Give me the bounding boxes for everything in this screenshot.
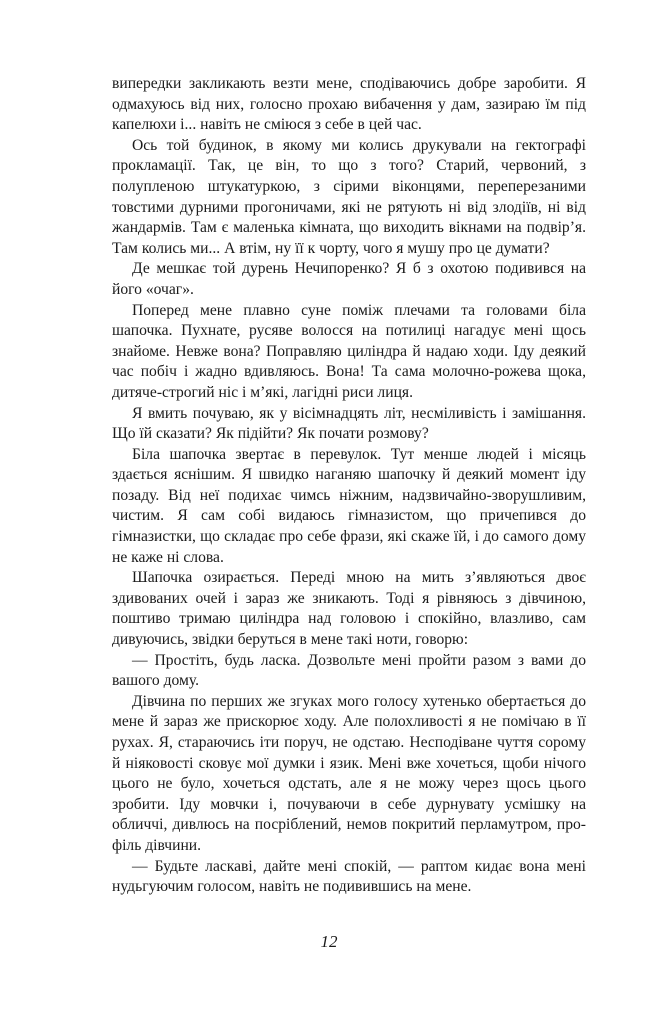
paragraph-3: Де мешкає той дурень Нечипоренко? Я б з охотою подивився на його «очаг». <box>112 260 586 298</box>
paragraph-7: Шапочка озирається. Переді мною на мить з’являються двоє здивованих очей і зараз же зникають. Тоді я рівняюсь з дівчиною, поштиво тримаю циліндра над головою і спокійно, влазливо, сам дивуючись, звідки беруться в мене такі ноти, говорю: <box>112 569 586 649</box>
paragraph-6: Біла шапочка звертає в перевулок. Тут менше людей і місяць здається яснішим. Я швидко наганяю шапочку й деякий момент іду позаду. Від неї подихає чимсь ніжним, надзвичайно-зворушливим, чистим. Я сам собі видаюсь гімназистом, що причепився до гімназистки, що складає про себе фрази, які скаже їй, і до самого дому не каже ні слова. <box>112 445 586 566</box>
paragraph-2: Ось той будинок, в якому ми колись друкували на гектографі прокламації. Так, це він, то що з того? Старий, червоний, з полупленою штукатуркою, з сірими віконцями, переперезаними товстими дурними прогоничами, які не рятують ні від злодіїв, ні від жандармів. Там є маленька кімната, що виходить вікнами на подвір’я. Там колись ми... А втім, ну її к чорту, чого я мушу про це думати? <box>112 136 586 257</box>
paragraph-9: Дівчина по перших же згуках мого голосу хутенько обертається до мене й зараз же прискорює ходу. Але полохливості я не помічаю в її рухах. Я, стараючись іти поруч, не одстаю. Несподіване чуття сорому й ніяковості сковує мої думки і язик. Мені вже хочеться, щоби нічого цього не було, хочеться одстать, але я не можу через щось цього зробити. Іду мовчки і, почуваючи в себе дурнувату усмішку на обличчі, дивлюсь на посріблений, немов покритий перламутром, профіль дівчини. <box>112 692 586 854</box>
paragraph-4: Поперед мене плавно суне поміж плечами та головами біла шапочка. Пухнате, русяве волосся на потилиці нагадує мені щось знайоме. Невже вона? Поправляю циліндра й надаю ходи. Іду деякий час побіч і жадно вдивляюсь. Вона! Та сама молочно-рожева щока, дитяче-строгий ніс і м’які, лагідні риси лиця. <box>112 301 586 401</box>
page-number: 12 <box>320 932 338 951</box>
page-body <box>112 74 586 898</box>
paragraph-5: Я вмить почуваю, як у вісімнадцять літ, несміливість і замішання. Що їй сказати? Як підійти? Як почати розмову? <box>112 404 586 443</box>
paragraph-1: випередки закликають везти мене, сподіваючись добре заробити. Я одмахуюсь від них, голосно прохаю вибачення у дам, зазираю їм під капелюхи і... навіть не сміюся з себе в цей час. <box>112 75 586 134</box>
paragraph-10: — Будьте ласкаві, дайте мені спокій, — раптом кидає вона мені нудьгуючим голосом, навіть не подивившись на мене. <box>112 857 586 896</box>
paragraph-8: — Простіть, будь ласка. Дозвольте мені пройти разом з вами до вашого дому. <box>112 651 586 690</box>
